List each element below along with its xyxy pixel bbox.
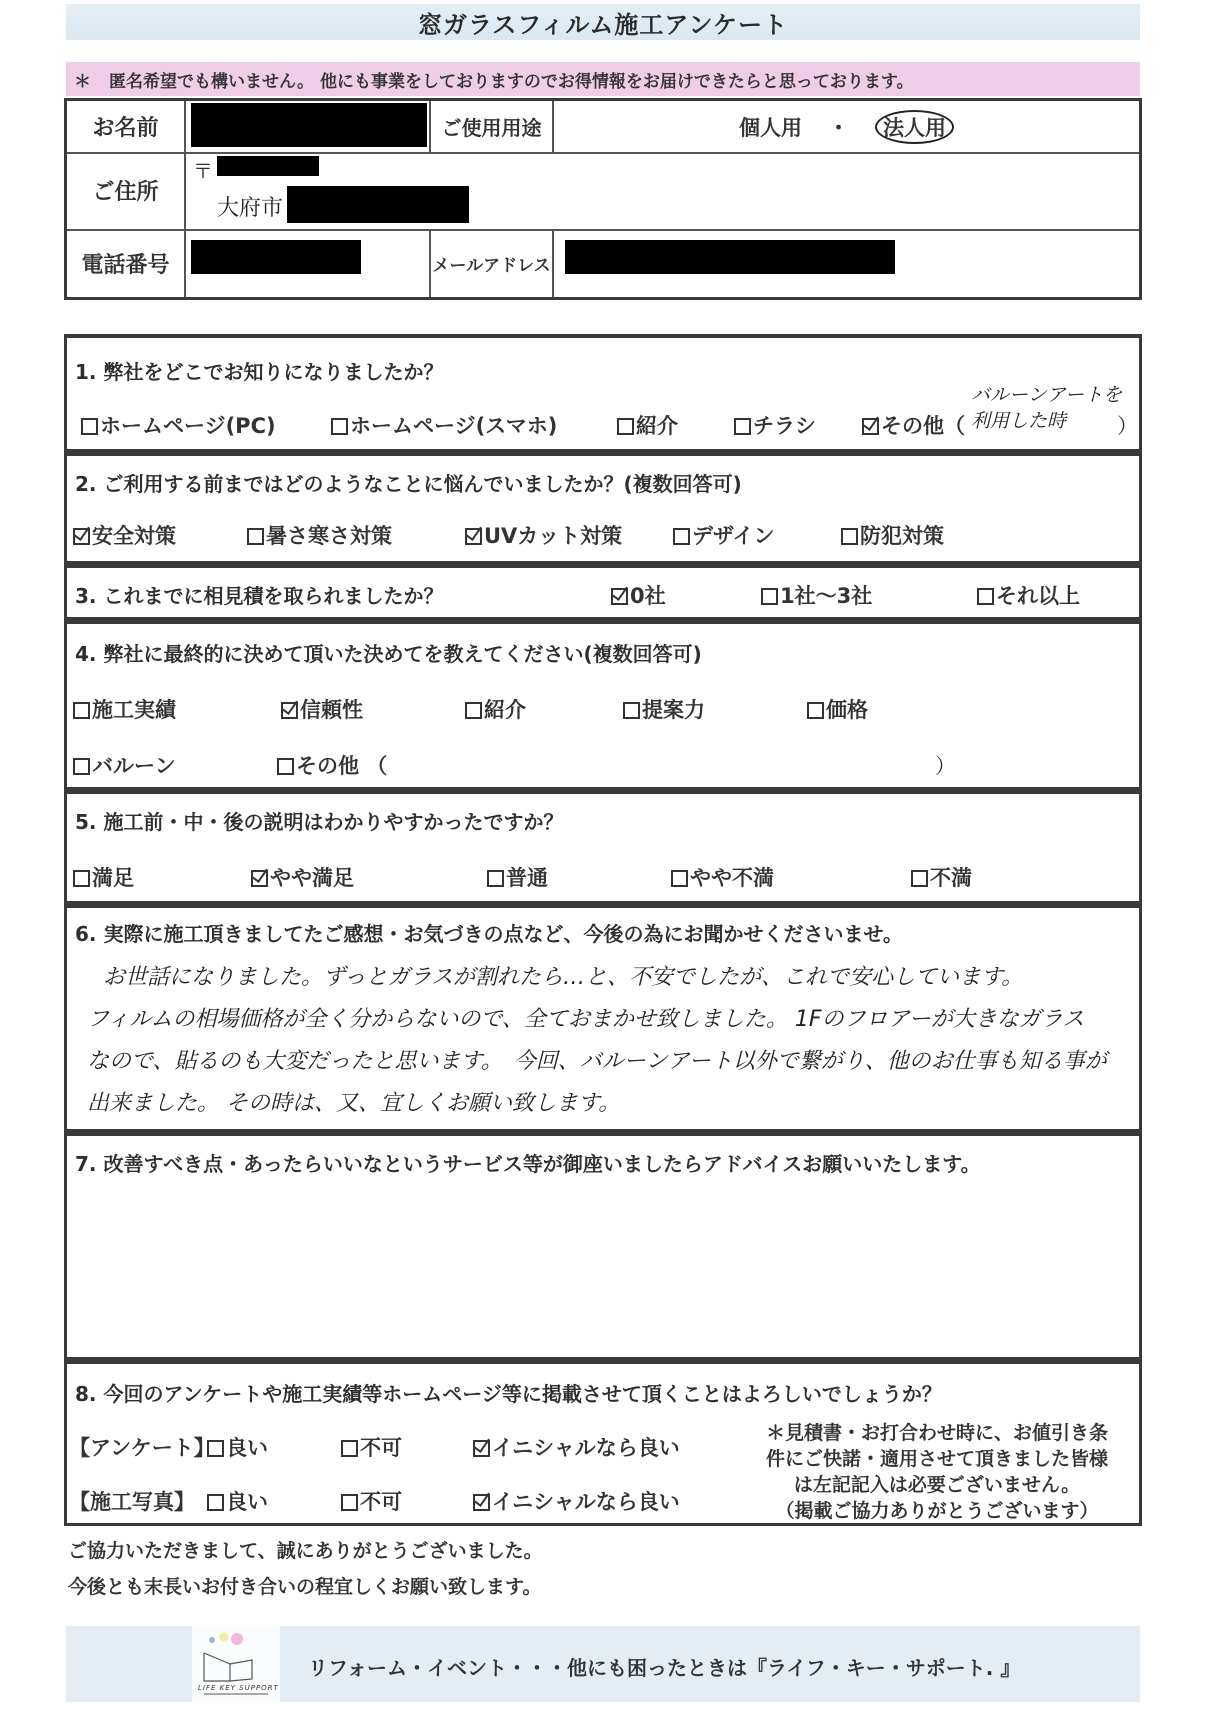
q8-survey-option-ok[interactable]: 良い [207, 1432, 268, 1462]
q4-option-referral[interactable]: 紹介 [465, 694, 526, 724]
checkbox-icon[interactable] [807, 702, 824, 719]
page-title: 窓ガラスフィルム施工アンケート [418, 10, 788, 39]
checkbox-icon[interactable] [761, 588, 778, 605]
name-label: お名前 [92, 116, 159, 141]
q8-photo-option-no[interactable]: 不可 [341, 1486, 402, 1516]
q8-photo-option-initials[interactable]: イニシャルなら良い [473, 1486, 680, 1516]
q5-option-dissatisfied[interactable]: 不満 [911, 862, 972, 892]
q6-answer-line: 出来ました。 その時は、又、宜しくお願い致します。 [87, 1091, 621, 1116]
checkbox-icon[interactable] [671, 870, 688, 887]
q8-survey-option-initials[interactable]: イニシャルなら良い [473, 1432, 680, 1462]
q2-option-crime-prevention[interactable]: 防犯対策 [841, 520, 944, 550]
q2-option-safety[interactable]: 安全対策 [73, 520, 176, 550]
q5-option-satisfied[interactable]: 満足 [73, 862, 134, 892]
company-logo [192, 1626, 280, 1702]
checkbox-icon[interactable] [277, 758, 294, 775]
usage-separator: ・ [828, 115, 849, 140]
q4-option-other[interactable]: その他 （ [277, 750, 387, 780]
q4-other-close: ） [935, 754, 956, 778]
checkbox-icon[interactable] [465, 702, 482, 719]
checkbox-checked-icon[interactable] [611, 588, 628, 605]
checkbox-icon[interactable] [341, 1440, 358, 1457]
question-7-text: 7. 改善すべき点・あったらいいなというサービス等が御座いましたらアドバイスお願いいたします。 [75, 1152, 981, 1176]
q4-option-track-record[interactable]: 施工実績 [73, 694, 176, 724]
q5-option-somewhat-satisfied[interactable]: やや満足 [251, 862, 354, 892]
phone-label: 電話番号 [81, 252, 170, 278]
q6-answer-line: なので、貼るのも大変だったと思います。 今回、バルーンアート以外で繋がり、他のお仕事も知る事が [87, 1049, 1107, 1074]
checkbox-icon[interactable] [734, 418, 751, 435]
q1-option-homepage-pc[interactable]: ホームページ(PC) [81, 410, 276, 440]
question-8-text: 8. 今回のアンケートや施工実績等ホームページ等に掲載させて頂くことはよろしいでしょうか？ [75, 1382, 942, 1406]
question-8-section [64, 1360, 1142, 1526]
checkbox-icon[interactable] [617, 418, 634, 435]
checkbox-icon[interactable] [623, 702, 640, 719]
checkbox-checked-icon[interactable] [862, 418, 879, 435]
closing-thanks: ご協力いただきまして、誠にありがとうございました。 [68, 1540, 543, 1562]
email-label: メールアドレス [432, 255, 551, 276]
q2-option-heat-cold[interactable]: 暑さ寒さ対策 [247, 520, 392, 550]
q4-option-reliability[interactable]: 信頼性 [281, 694, 363, 724]
q8-survey-row-label: 【アンケート】 [69, 1436, 215, 1460]
q8-photo-row-label: 【施工写真】 [69, 1490, 195, 1514]
title-banner [66, 4, 1140, 40]
email-field-redacted[interactable] [565, 240, 895, 274]
closing-regards: 今後とも末長いお付き合いの程宜しくお願い致します。 [68, 1576, 542, 1598]
q1-option-referral[interactable]: 紹介 [617, 410, 678, 440]
question-5-section [64, 790, 1142, 904]
q5-option-neutral[interactable]: 普通 [487, 862, 548, 892]
checkbox-icon[interactable] [73, 702, 90, 719]
question-4-section [64, 620, 1142, 790]
question-4-text: 4. 弊社に最終的に決めて頂いた決めてを教えてください(複数回答可) [75, 642, 702, 666]
checkbox-checked-icon[interactable] [473, 1494, 490, 1511]
q1-option-other[interactable]: その他（ [862, 410, 965, 440]
address-city: 大府市 [217, 196, 284, 221]
checkbox-icon[interactable] [487, 870, 504, 887]
q7-answer-area[interactable] [77, 1186, 1129, 1347]
q2-option-design[interactable]: デザイン [673, 520, 775, 550]
address-label: ご住所 [92, 180, 159, 205]
question-6-text: 6. 実際に施工頂きましてたご感想・お気づきの点など、今後の為にお聞かせくださいませ。 [75, 922, 903, 946]
usage-label: ご使用用途 [441, 116, 542, 140]
q1-other-text[interactable]: バルーンアートを 利用した時 [971, 384, 1123, 432]
q8-note: ＊見積書・お打合わせ時に、お値引き条 件にご快諾・適用させて頂きました皆様 は左記記入は必要ございません。 （掲載ご協力ありがとうございます） [765, 1422, 1108, 1522]
anonymity-notice [66, 62, 1140, 96]
checkbox-checked-icon[interactable] [251, 870, 268, 887]
checkbox-icon[interactable] [81, 418, 98, 435]
checkbox-icon[interactable] [73, 758, 90, 775]
question-7-section [64, 1132, 1142, 1360]
checkbox-icon[interactable] [73, 870, 90, 887]
address-redacted[interactable] [287, 186, 469, 223]
question-3-text: 3. これまでに相見積を取られましたか？ [75, 584, 444, 608]
q6-answer-line: フィルムの相場価格が全く分からないので、全ておまかせ致しました。 1Fのフロアーが大きなガラス [87, 1007, 1085, 1032]
checkbox-checked-icon[interactable] [473, 1440, 490, 1457]
q1-option-flyer[interactable]: チラシ [734, 410, 816, 440]
checkbox-icon[interactable] [673, 528, 690, 545]
phone-field-redacted[interactable] [191, 240, 361, 274]
q3-option-more[interactable]: それ以上 [977, 580, 1080, 610]
q5-option-somewhat-dissatisfied[interactable]: やや不満 [671, 862, 774, 892]
usage-option-personal[interactable]: 個人用 [739, 115, 802, 140]
usage-option-corporate[interactable]: 法人用 [875, 110, 954, 144]
question-5-text: 5. 施工前・中・後の説明はわかりやすかったですか？ [75, 810, 564, 834]
question-6-section [64, 904, 1142, 1132]
q4-option-balloon[interactable]: バルーン [73, 750, 176, 780]
checkbox-icon[interactable] [331, 418, 348, 435]
q4-option-proposal[interactable]: 提案力 [623, 694, 705, 724]
q4-option-price[interactable]: 価格 [807, 694, 868, 724]
usage-options [554, 101, 1139, 152]
q6-answer-line: お世話になりました。ずっとガラスが割れたら…と、不安でしたが、これで安心しています。 [103, 965, 1024, 990]
checkbox-checked-icon[interactable] [281, 702, 298, 719]
checkbox-icon[interactable] [841, 528, 858, 545]
checkbox-icon[interactable] [207, 1440, 224, 1457]
q3-option-one-to-three[interactable]: 1社～3社 [761, 580, 872, 610]
contact-info-table [64, 98, 1142, 300]
q2-option-uv-cut[interactable]: UVカット対策 [465, 520, 622, 550]
q8-photo-option-ok[interactable]: 良い [207, 1486, 268, 1516]
q3-option-zero[interactable]: 0社 [611, 580, 666, 610]
checkbox-icon[interactable] [977, 588, 994, 605]
checkbox-icon[interactable] [207, 1494, 224, 1511]
name-field-redacted[interactable] [191, 103, 427, 147]
question-1-section [64, 334, 1142, 452]
postal-mark: 〒 [193, 159, 213, 183]
checkbox-checked-icon[interactable] [73, 528, 90, 545]
checkbox-icon[interactable] [247, 528, 264, 545]
asterisk-mark: ＊ [74, 71, 91, 92]
notice-text: 匿名希望でも構いません。 他にも事業をしておりますのでお得情報をお届けできたらと思っております。 [109, 71, 914, 92]
checkbox-icon[interactable] [911, 870, 928, 887]
postal-code-redacted[interactable] [217, 156, 319, 176]
logo-text: LIFE KEY SUPPORT [198, 1684, 279, 1692]
checkbox-icon[interactable] [341, 1494, 358, 1511]
q1-other-close: ） [1117, 414, 1138, 438]
question-1-text: 1. 弊社をどこでお知りになりましたか？ [75, 360, 444, 384]
question-3-section [64, 564, 1142, 620]
q1-option-homepage-smartphone[interactable]: ホームページ(スマホ) [331, 410, 557, 440]
question-2-section [64, 452, 1142, 564]
q8-survey-option-no[interactable]: 不可 [341, 1432, 402, 1462]
checkbox-checked-icon[interactable] [465, 528, 482, 545]
question-2-text: 2. ご利用する前まではどのようなことに悩んでいましたか？(複数回答可) [75, 472, 742, 496]
footer-tagline: リフォーム・イベント・・・他にも困ったときは『ライフ・キー・サポート. 』 [308, 1656, 1021, 1680]
